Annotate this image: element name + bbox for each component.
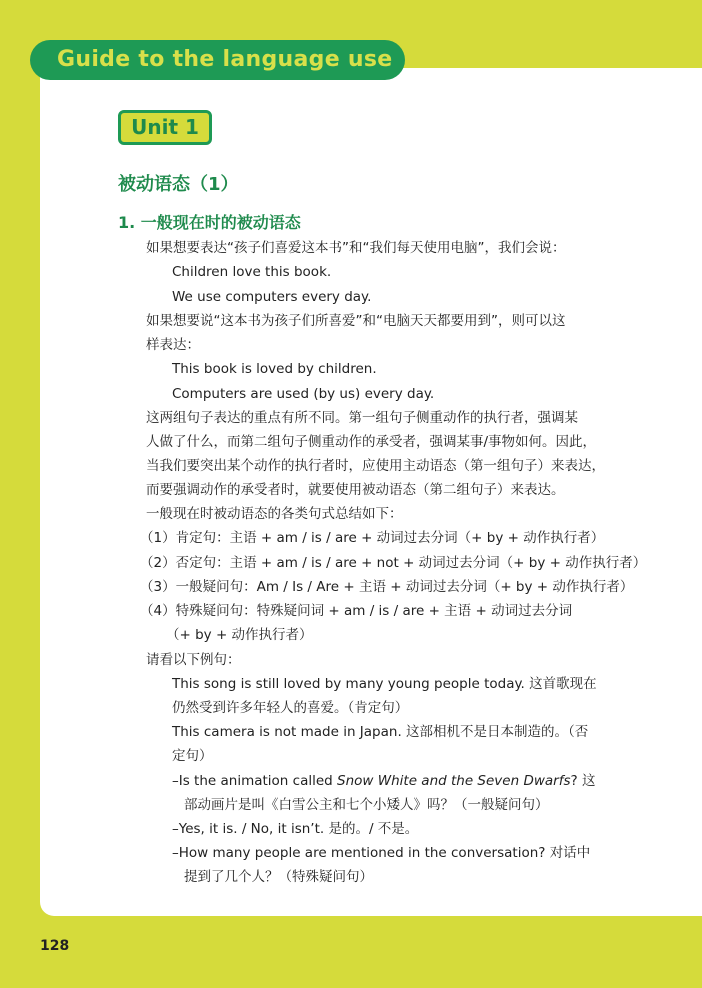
text-line: 这两组句子表达的重点有所不同。第一组句子侧重动作的执行者，强调某 [146, 410, 578, 426]
example-line: 仍然受到许多年轻人的喜爱。（肯定句） [172, 700, 409, 716]
text-line: 人做了什么，而第二组句子侧重动作的承受者，强调某事/事物如何。因此， [146, 434, 597, 450]
page-number: 128 [40, 938, 70, 954]
example-line: This camera is not made in Japan. 这部相机不是日本制造的。（否 [172, 724, 589, 740]
example-line: We use computers every day. [172, 289, 372, 305]
example-line: This book is loved by children. [172, 361, 377, 377]
text-line: 请看以下例句： [146, 652, 241, 668]
example-line: 定句） [172, 748, 213, 764]
example-line [172, 771, 595, 791]
text-line: 当我们要突出某个动作的执行者时，应使用主动语态（第一组句子）来表达， [146, 458, 605, 474]
rule-line: （2）否定句：主语 + am / is / are + not + 动词过去分词（+ by + 动作执行者） [140, 555, 647, 571]
example-title-italic: Snow White and the Seven Dwarfs [337, 773, 571, 789]
example-text: –Is the animation called [172, 773, 338, 789]
example-line: 部动画片是叫《白雪公主和七个小矮人》吗？（一般疑问句） [184, 797, 549, 813]
text-line: 样表达： [146, 337, 200, 353]
rule-line: （3）一般疑问句：Am / Is / Are + 主语 + 动词过去分词（+ by + 动作执行者） [140, 579, 634, 595]
subsection-title: 1. 一般现在时的被动语态 [118, 213, 301, 232]
example-line: Children love this book. [172, 264, 332, 280]
section-banner: Guide to the language use [30, 40, 405, 80]
example-line: Computers are used (by us) every day. [172, 386, 435, 402]
example-line: –How many people are mentioned in the conversation? 对话中 [172, 845, 591, 861]
example-line: 提到了几个人？（特殊疑问句） [184, 869, 373, 885]
example-line: This song is still loved by many young people today. 这首歌现在 [172, 676, 597, 692]
text-line: 如果想要表达“孩子们喜爱这本书”和“我们每天使用电脑”，我们会说： [146, 240, 566, 256]
example-line: –Yes, it is. / No, it isn’t. 是的。/ 不是。 [172, 821, 419, 837]
text-line: 一般现在时被动语态的各类句式总结如下： [146, 506, 403, 522]
example-text: ? 这 [570, 773, 596, 789]
section-title: 被动语态（1） [118, 174, 239, 195]
text-line: 而要强调动作的承受者时，就要使用被动语态（第二组句子）来表达。 [146, 482, 565, 498]
rule-line: （1）肯定句：主语 + am / is / are + 动词过去分词（+ by + 动作执行者） [140, 530, 605, 546]
rule-line: （+ by + 动作执行者） [166, 627, 313, 643]
text-line: 如果想要说“这本书为孩子们所喜爱”和“电脑天天都要用到”，则可以这 [146, 313, 566, 329]
rule-line: （4）特殊疑问句：特殊疑问词 + am / is / are + 主语 + 动词过去分词 [140, 603, 573, 619]
unit-badge: Unit 1 [118, 110, 212, 145]
